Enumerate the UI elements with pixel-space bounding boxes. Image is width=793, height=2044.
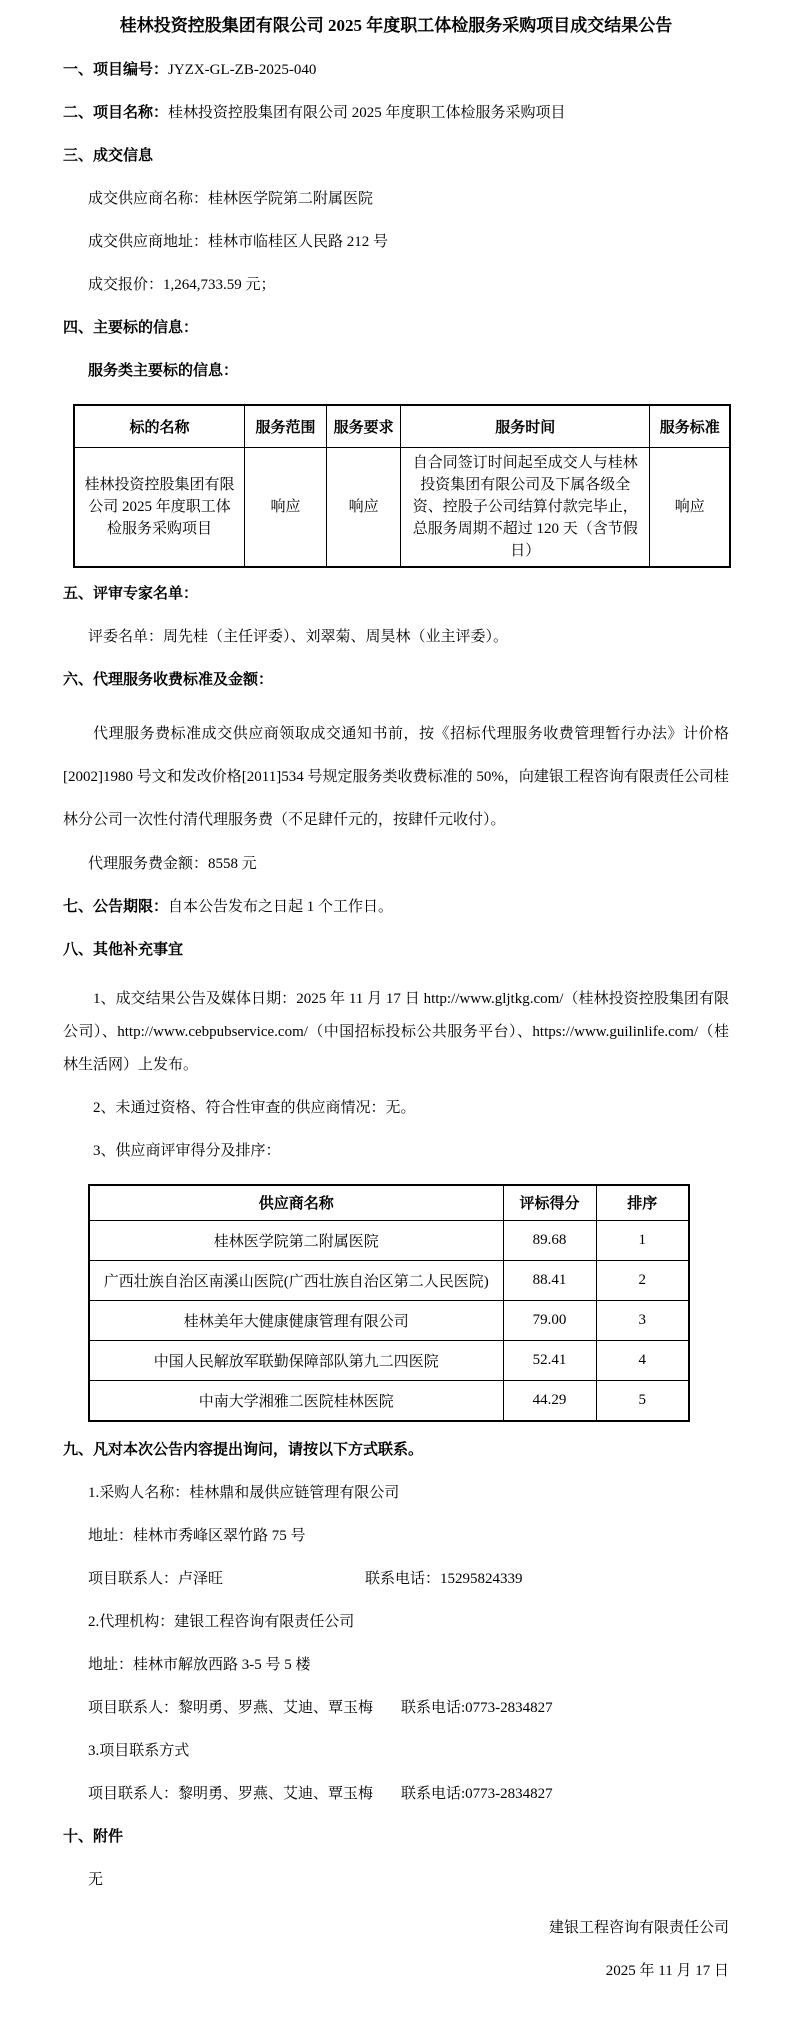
project-name-value: 桂林投资控股集团有限公司 2025 年度职工体检服务采购项目 bbox=[168, 105, 566, 121]
service-standard-cell: 响应 bbox=[650, 447, 730, 567]
award-supplier-name: 成交供应商名称：桂林医学院第二附属医院 bbox=[88, 191, 374, 207]
unqualified-suppliers-line: 2、未通过资格、符合性审查的供应商情况：无。 bbox=[93, 1099, 416, 1116]
service-time-cell: 自合同签订时间起至成交人与桂林投资集团有限公司及下属各级全资、控股子公司结算付款完毕止，总服务周期不超过 120 天（含节假日） bbox=[401, 447, 650, 567]
purchaser-contact-person: 项目联系人：卢泽旺 bbox=[88, 1570, 224, 1587]
col-service-time: 服务时间 bbox=[401, 405, 650, 447]
col-supplier-name: 供应商名称 bbox=[89, 1185, 503, 1221]
supplier-name-cell: 广西壮族自治区南溪山医院(广西壮族自治区第二人民医院) bbox=[89, 1261, 503, 1301]
award-price: 成交报价：1,264,733.59 元； bbox=[88, 277, 276, 293]
rank-cell: 5 bbox=[596, 1381, 689, 1421]
supplier-score-table bbox=[88, 1184, 690, 1422]
col-service-scope: 服务范围 bbox=[245, 405, 327, 447]
section-award-info-heading: 三、成交信息 bbox=[63, 148, 154, 164]
score-cell: 52.41 bbox=[503, 1341, 596, 1381]
attachment-content: 无 bbox=[88, 1871, 104, 1888]
score-cell: 44.29 bbox=[503, 1381, 596, 1421]
project-number-value: JYZX-GL-ZB-2025-040 bbox=[168, 62, 317, 78]
table-row bbox=[89, 1261, 689, 1301]
service-subject-subheading: 服务类主要标的信息： bbox=[88, 363, 239, 379]
announcement-period-label: 七、公告期限： bbox=[63, 898, 169, 915]
service-scope-cell: 响应 bbox=[245, 447, 327, 567]
project-contact-person: 项目联系人：黎明勇、罗燕、艾迪、覃玉梅 bbox=[88, 1785, 374, 1802]
document-title: 桂林投资控股集团有限公司 2025 年度职工体检服务采购项目成交结果公告 bbox=[119, 16, 673, 35]
col-service-standard: 服务标准 bbox=[650, 405, 730, 447]
rank-cell: 4 bbox=[596, 1341, 689, 1381]
col-service-requirement: 服务要求 bbox=[327, 405, 401, 447]
score-cell: 88.41 bbox=[503, 1261, 596, 1301]
project-contact-heading: 3.项目联系方式 bbox=[88, 1742, 190, 1759]
table-row bbox=[89, 1341, 689, 1381]
table-row bbox=[89, 1221, 689, 1261]
section-other-matters-heading: 八、其他补充事宜 bbox=[63, 941, 184, 958]
purchaser-name-line: 1.采购人名称：桂林鼎和晟供应链管理有限公司 bbox=[88, 1484, 400, 1501]
col-rank: 排序 bbox=[596, 1185, 689, 1221]
section-agency-fee-heading: 六、代理服务收费标准及金额： bbox=[63, 671, 274, 688]
supplier-name-cell: 中南大学湘雅二医院桂林医院 bbox=[89, 1381, 503, 1421]
section-announcement-period bbox=[63, 897, 729, 917]
score-ranking-line: 3、供应商评审得分及排序： bbox=[93, 1142, 281, 1159]
supplier-name-cell: 桂林美年大健康健康管理有限公司 bbox=[89, 1301, 503, 1341]
purchaser-contact-line bbox=[63, 1569, 729, 1589]
project-phone: 联系电话:0773-2834827 bbox=[401, 1785, 553, 1802]
service-requirement-cell: 响应 bbox=[327, 447, 401, 567]
supplier-score-table-header bbox=[89, 1185, 689, 1221]
table-row bbox=[89, 1301, 689, 1341]
supplier-name-cell: 中国人民解放军联勤保障部队第九二四医院 bbox=[89, 1341, 503, 1381]
section-project-name bbox=[63, 103, 729, 123]
service-subject-table-header bbox=[74, 405, 730, 447]
rank-cell: 2 bbox=[596, 1261, 689, 1301]
section-subject-info-heading: 四、主要标的信息： bbox=[63, 320, 199, 336]
rank-cell: 1 bbox=[596, 1221, 689, 1261]
table-header-row bbox=[74, 405, 730, 447]
section-contact-heading: 九、凡对本次公告内容提出询问，请按以下方式联系。 bbox=[63, 1441, 424, 1458]
score-cell: 89.68 bbox=[503, 1221, 596, 1261]
signature-company: 建银工程咨询有限责任公司 bbox=[548, 1919, 729, 1936]
project-number-label: 一、项目编号： bbox=[63, 62, 169, 78]
announcement-period-value: 自本公告发布之日起 1 个工作日。 bbox=[168, 898, 394, 915]
table-row bbox=[74, 447, 730, 567]
experts-list: 评委名单：周先桂（主任评委）、刘翠菊、周昊林（业主评委）。 bbox=[88, 628, 509, 645]
agency-contact-person: 项目联系人：黎明勇、罗燕、艾迪、覃玉梅 bbox=[88, 1699, 374, 1716]
signature-block bbox=[63, 1918, 729, 1981]
purchaser-address-line: 地址：桂林市秀峰区翠竹路 75 号 bbox=[88, 1527, 306, 1544]
agency-fee-paragraph: 代理服务费标准成交供应商领取成交通知书前，按《招标代理服务收费管理暂行办法》计价格[2002]1980 号文和发改价格[2011]534 号规定服务类收费标准的 50%，向建银工程咨询有限责任公司桂林分公司一次性付清代理服务费（不足肆仟元的，按肆仟元收付）。 bbox=[63, 725, 729, 828]
purchaser-phone: 联系电话：15295824339 bbox=[365, 1570, 523, 1587]
rank-cell: 3 bbox=[596, 1301, 689, 1341]
col-evaluation-score: 评标得分 bbox=[503, 1185, 596, 1221]
agency-name-line: 2.代理机构：建银工程咨询有限责任公司 bbox=[88, 1613, 355, 1630]
supplier-name-cell: 桂林医学院第二附属医院 bbox=[89, 1221, 503, 1261]
subject-name-cell: 桂林投资控股集团有限公司 2025 年度职工体检服务采购项目 bbox=[74, 447, 245, 567]
media-publish-paragraph: 1、成交结果公告及媒体日期：2025 年 11 月 17 日 http://www.gljtkg.com/（桂林投资控股集团有限公司）、http://www.cebpubservice.com/（中国招标投标公共服务平台）、https://www.guilinlife.com/（桂林生活网）上发布。 bbox=[63, 990, 729, 1073]
signature-date: 2025 年 11 月 17 日 bbox=[605, 1962, 729, 1979]
section-experts-heading: 五、评审专家名单： bbox=[63, 585, 199, 602]
table-row bbox=[89, 1381, 689, 1421]
project-contact-line bbox=[63, 1784, 729, 1804]
table-header-row bbox=[89, 1185, 689, 1221]
agency-phone: 联系电话:0773-2834827 bbox=[401, 1699, 553, 1716]
agency-contact-line bbox=[63, 1698, 729, 1718]
score-cell: 79.00 bbox=[503, 1301, 596, 1341]
section-attachment-heading: 十、附件 bbox=[63, 1828, 124, 1845]
agency-address-line: 地址：桂林市解放西路 3-5 号 5 楼 bbox=[88, 1656, 311, 1673]
service-subject-table bbox=[73, 404, 731, 568]
col-subject-name: 标的名称 bbox=[74, 405, 245, 447]
project-name-label: 二、项目名称： bbox=[63, 105, 169, 121]
section-project-number bbox=[63, 60, 729, 80]
agency-fee-amount: 代理服务费金额：8558 元 bbox=[88, 855, 257, 872]
award-supplier-address: 成交供应商地址：桂林市临桂区人民路 212 号 bbox=[88, 234, 389, 250]
